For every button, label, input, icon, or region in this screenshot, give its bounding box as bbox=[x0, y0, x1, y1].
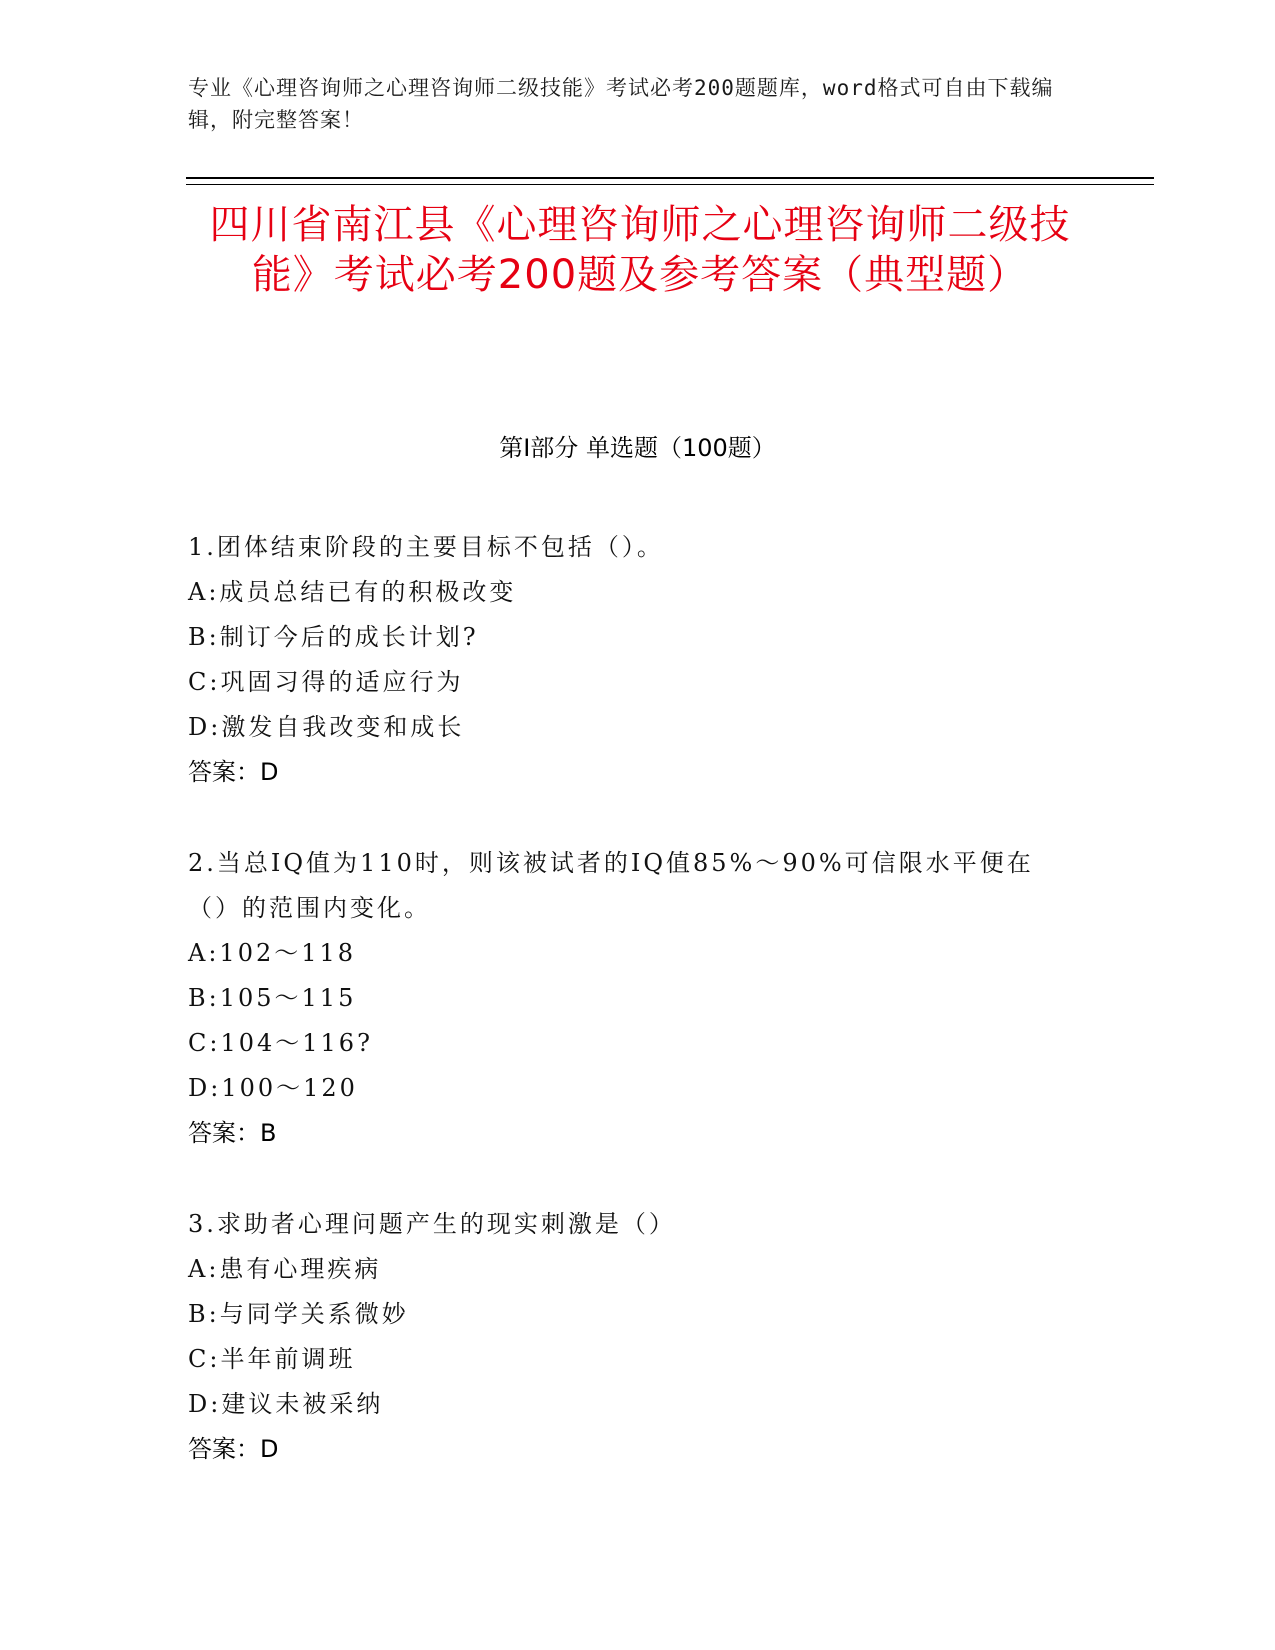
option-c: C:半年前调班 bbox=[188, 1345, 356, 1373]
document-title: 四川省南江县《心理咨询师之心理咨询师二级技能》考试必考200题及参考答案（典型题） bbox=[209, 202, 1071, 298]
header-divider-thin bbox=[186, 184, 1154, 185]
option-c: C:巩固习得的适应行为 bbox=[188, 668, 464, 696]
option-b: B:105～115 bbox=[188, 984, 357, 1012]
question-item bbox=[188, 1202, 1068, 1472]
question-stem: 2.当总IQ值为110时，则该被试者的IQ值85%～90%可信限水平便在（）的范围内变化。 bbox=[188, 849, 1034, 922]
option-b: B:与同学关系微妙 bbox=[188, 1300, 409, 1328]
question-list bbox=[188, 525, 1068, 1518]
answer-line: 答案：D bbox=[188, 758, 279, 786]
option-a: A:成员总结已有的积极改变 bbox=[188, 578, 517, 606]
answer-line: 答案：D bbox=[188, 1435, 279, 1463]
section-title: 第I部分 单选题（100题） bbox=[499, 434, 776, 462]
question-stem: 3.求助者心理问题产生的现实刺激是（） bbox=[188, 1210, 676, 1238]
header-note: 专业《心理咨询师之心理咨询师二级技能》考试必考200题题库，word格式可自由下载编辑，附完整答案！ bbox=[188, 76, 1054, 132]
option-b: B:制订今后的成长计划? bbox=[188, 623, 479, 651]
option-a: A:患有心理疾病 bbox=[188, 1255, 382, 1283]
option-a: A:102～118 bbox=[188, 939, 357, 967]
question-item bbox=[188, 525, 1068, 795]
option-d: D:建议未被采纳 bbox=[188, 1390, 384, 1418]
answer-line: 答案：B bbox=[188, 1119, 277, 1147]
header-divider-thick bbox=[186, 177, 1154, 179]
question-stem: 1.团体结束阶段的主要目标不包括（）。 bbox=[188, 533, 664, 561]
option-c: C:104～116? bbox=[188, 1029, 373, 1057]
question-item bbox=[188, 841, 1068, 1156]
option-d: D:100～120 bbox=[188, 1074, 358, 1102]
option-d: D:激发自我改变和成长 bbox=[188, 713, 465, 741]
